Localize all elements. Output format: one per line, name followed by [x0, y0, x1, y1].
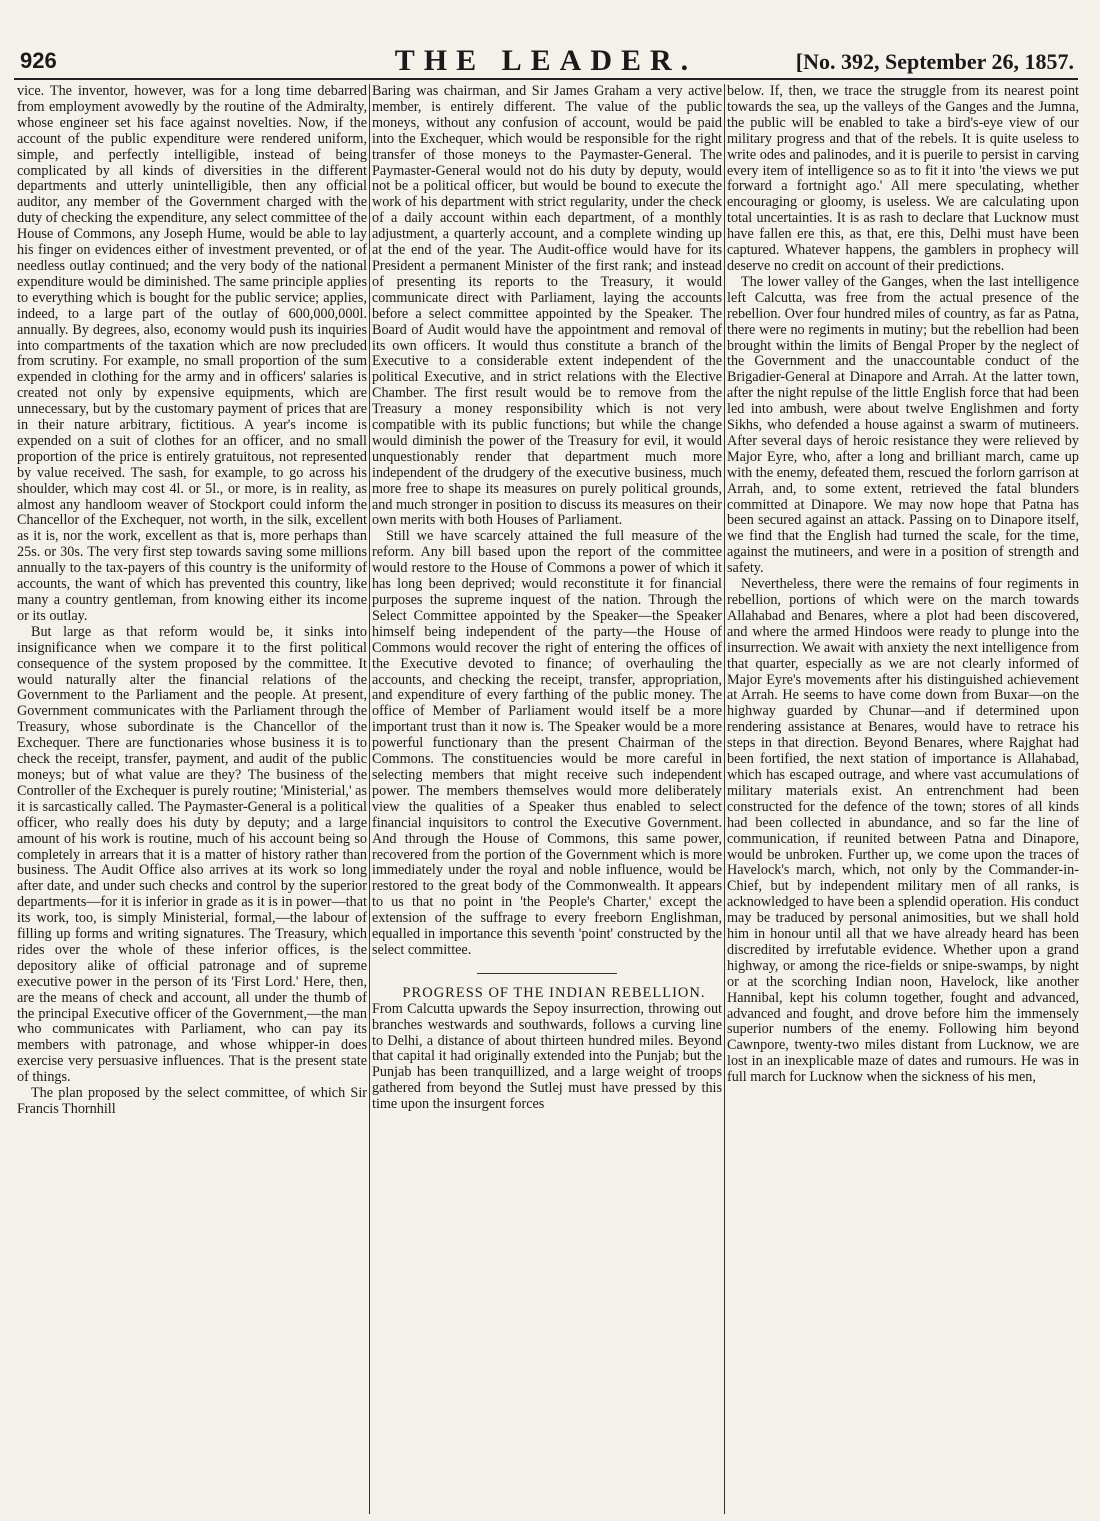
- column-1-paragraph: But large as that reform would be, it sinks into insignificance when we compare it to the first political consequence of the system proposed by the committee. It would naturally alter the financial relations of the Government to the Parliament and the people. At present, Government communicates with the Parliament through the Treasury, whose subordinate is the Chancellor of the Exchequer. There are functionaries whose business it is to check the receipt, transfer, payment, and audit of the public moneys; but of what value are they? The business of the Controller of the Exchequer is purely routine; 'Ministerial,' as it is sarcastically called. The Paymaster-General is a political officer, who really does his duty by deputy; and a large amount of his work is routine, much of his account being so completely in arrears that it is a matter of history rather than business. The Audit Office also arrives at its work so long after date, and under such checks and control by the superior departments—for it is inferior in grade as it is in power—that its work, too, is simply Ministerial, formal,—the labour of filling up forms and writing signatures. The Treasury, which rides over the whole of these inferior offices, is the depository alike of official patronage and of supreme executive power in the person of its 'First Lord.' Here, then, are the means of check and account, all under the thumb of the principal Executive officer of the Government,—the man who communicates with Parliament, who can pay its members with patronage, and whose whipper-in does exercise very persuasive influences. That is the present state of things.: [17, 623, 367, 1086]
- column-3-paragraph: Nevertheless, there were the remains of four regiments in rebellion, portions of which were on the march towards Allahabad and Benares, where a plot had been discovered, and where the armed Hindoos were ready to plunge into the insurrection. We await with anxiety the next intelligence from that quarter, especially as we are not clearly informed of Major Eyre's movements after his distinguished achievement at Arrah. He seems to have come down from Buxar—on the highway guarded by Chunar—and if determined upon rendering assistance at Benares, would have to retrace his steps in that direction. Beyond Benares, where Rajghat had been fortified, the next station of importance is Allahabad, which has escaped outrage, and where vast accumulations of military materials exist. An entrenchment had been constructed for the defence of the town; stores of all kinds had been collected in abundance, and so far the line of communication, if reunited between Patna and Dinapore, would be unbroken. Further up, we come upon the traces of Havelock's march, which, not only by the Commander-in-Chief, but by independent military men of all ranks, is acknowledged to have been a splendid operation. His conduct may be traduced by personal animosities, but we shall hold him in honour until all that we have already heard has been discredited by irrefutable evidence. Whether upon a grand highway, or among the rice-fields or snipe-swamps, by night or at the scorching Indian noon, Havelock, like another Hannibal, kept his column together, fought and advanced, advanced and fought, and drove before him the immensely superior numbers of the enemy. Following him beyond Cawnpore, twenty-two miles distant from Lucknow, we are lost in an inexplicable maze of dates and rumours. He was in full march for Lucknow when the sickness of his men,: [727, 576, 1079, 1086]
- column-1-paragraph: vice. The inventor, however, was for a long time debarred from employment avowedly by the routine of the Admiralty, whose engineer set his face against novelties. Now, if the account of the public expenditure were rendered uniform, simple, and perfectly intelligible, instead of being complicated by all kinds of diversities in the different departments and utterly unintelligible, then any official auditor, any member of the Government charged with the duty of checking the expenditure, any select committee of the House of Commons, any Joseph Hume, would be able to lay his finger on evidences either of investment prevented, or of needless outlay continued; and the very body of the national expenditure would be diminished. The same principle applies to everything which is bought for the public service; applies, indeed, to a large part of the outlay of 600,000,000l. annually. By degrees, also, economy would push its inquiries into compartments of the taxation which are now precluded from scrutiny. For example, no small proportion of the sum expended in clothing for the army and in officers' salaries is created not only by expensive equipments, which are unnecessary, but by the customary payment of prices that are in their nature arbitrary, fictitious. A year's income is expended on a suit of clothes for an officer, and no small proportion of the price is entirely gratuitous, not represented by value received. The sash, for example, to go across his shoulder, which may cost 4l. or 5l., or more, is in reality, as almost any handloom weaver of Stockport could inform the Chancellor of the Exchequer, not worth, in the silk, excellent as it is, nor the work, excellent as that is, more perhaps than 25s. or 30s. The very first step towards saving some millions annually to the tax-payers of this country is the uniformity of accounts, the want of which has prevented this country, like many a country gentleman, from knowing either its income or its outlay.: [17, 84, 367, 624]
- column-2-paragraph: Baring was chairman, and Sir James Graham a very active member, is entirely different. The value of the public moneys, without any confusion of account, would be paid into the Exchequer, which would be responsible for the right transfer of those moneys to the Paymaster-General. The Paymaster-General would not do his duty by deputy, would not be a political officer, but would be bound to execute the work of his department with strict regularity, under the check of a daily account within each department, of a monthly adjustment, a quarterly account, and a complete winding up at the end of the year. The Audit-office would have for its President a permanent Minister of the first rank; and instead of presenting its reports to the Treasury, it would communicate direct with Parliament, laying the accounts before a select committee appointed by the Speaker. The Board of Audit would have the appointment and removal of its own officers. It would thus constitute a branch of the Executive to a considerable extent independent of the political Executive, and in strict relations with the Elective Chamber. The first result would be to remove from the Treasury a money responsibility which is not very compatible with its public functions; but while the change would diminish the power of the Treasury for evil, it would unquestionably render that department much more independent of the drudgery of the executive business, much more free to shape its measures on purely political grounds, and much stronger in position to discuss its measures on their own merits with both Houses of Parliament.: [372, 84, 722, 529]
- column-3-paragraph: below. If, then, we trace the struggle from its nearest point towards the sea, up the valleys of the Ganges and the Jumna, the public will be enabled to take a bird's-eye view of our military progress and that of the rebels. It is quite useless to write odes and palinodes, and it is puerile to persist in carving every item of intelligence so as to fit it into 'the views we put forward a fortnight ago.' All mere speculating, whether encouraging or gloomy, is useless. We are calculating upon total uncertainties. It is as rash to declare that Lucknow must have fallen ere this, as that, ere this, Delhi must have been captured. Whatever happens, the gamblers in prophecy will deserve no credit on account of their predictions.: [727, 84, 1079, 274]
- masthead: [14, 44, 1078, 80]
- section-divider: [477, 973, 617, 974]
- section-heading: PROGRESS OF THE INDIAN REBELLION.: [402, 984, 706, 1001]
- column-2-paragraph: Still we have scarcely attained the full measure of the reform. Any bill based upon the report of the committee would restore to the House of Commons a power of which it has long been deprived; would reconstitute it for financial purposes the supreme inquest of the nation. Through the Select Committee appointed by the Speaker—the Speaker himself being independent of the party—the House of Commons would recover the right of entering the offices of the Executive devoted to finance; of overhauling the accounts, and checking the receipt, transfer, appropriation, and expenditure of every farthing of the public money. The office of Member of Parliament would itself be a more important trust than it now is. The Speaker would be a more powerful functionary than the present Chairman of the Commons. The constituencies would be more careful in selecting members that might receive such independent power. The members themselves would more deliberately view the qualities of a Speaker thus enabled to select financial inquisitors to control the Executive Government. And through the House of Commons, this same power, recovered from the portion of the Government which is more immediately under the royal and noble influence, would be restored to the great body of the Commonwealth. It appears to us that no point in 'the People's Charter,' except the extension of the suffrage to every freeborn Englishman, equalled in importance this seventh 'point' constructed by the select committee.: [372, 528, 722, 958]
- section-paragraph: From Calcutta upwards the Sepoy insurrection, throwing out branches westwards and southwards, follows a curving line to Delhi, a distance of about thirteen hundred miles. Beyond that capital it had originally extended into the Punjab; but the Punjab has been tranquillized, and a large weight of troops gathered from beyond the Sutlej must have pressed by this time upon the insurgent forces: [372, 1000, 722, 1113]
- issue-info: [No. 392, September 26, 1857.: [795, 49, 1074, 74]
- column-rule-2: [724, 84, 725, 1514]
- column-2: [372, 84, 722, 1514]
- column-1: [17, 84, 367, 1514]
- column-3-paragraph: The lower valley of the Ganges, when the last intelligence left Calcutta, was free from the actual presence of the rebellion. Over four hundred miles of country, as far as Patna, there were no regiments in mutiny; but the rebellion had been brought within the limits of Bengal Proper by the neglect of the Government and the unaccountable conduct of the Brigadier-General at Dinapore and Arrah. At the latter town, after the night repulse of the little English force that had been led into ambush, were about twelve Englishmen and forty Sikhs, who defended a house against a swarm of mutineers. After several days of heroic resistance they were relieved by Major Eyre, who, after a long and brilliant march, came up with the enemy, defeated them, rescued the forlorn garrison at Arrah, and, to some extent, retrieved the fatal blunders committed at Dinapore. We may now hope that Patna has been secured against an attack. Passing on to Dinapore itself, we find that the English had turned the scale, for the time, against the mutineers, and were in a position of strength and safety.: [727, 273, 1079, 577]
- column-1-paragraph: The plan proposed by the select committee, of which Sir Francis Thornhill: [17, 1085, 367, 1117]
- page-number: 926: [20, 48, 57, 73]
- newspaper-title: THE LEADER.: [394, 44, 698, 77]
- column-3: [727, 84, 1079, 1514]
- column-rule-1: [369, 84, 370, 1514]
